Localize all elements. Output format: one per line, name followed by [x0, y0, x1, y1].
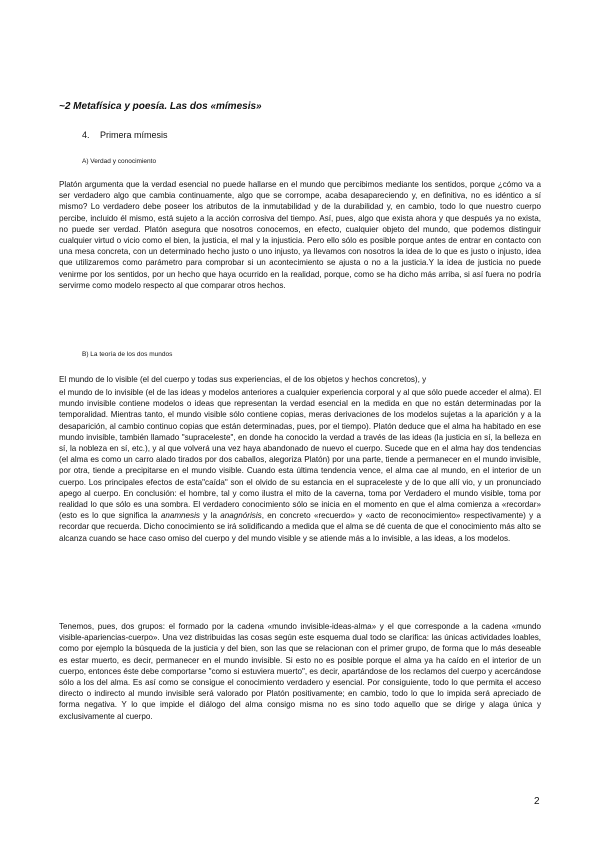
paragraph-two-groups: Tenemos, pues, dos grupos: el formado por la cadena «mundo invisible-ideas-alma» y el que corresponde a la cadena «mundo visible-apariencias-cuerpo». Una vez distribuidas las cosas según este esquema dual todo se clarifica: las únicas actividades loables, como por ejemplo la búsqueda de la justicia y del bien, son las que se relacionan con el primer grupo, de forma que lo más deseable es estar muerto, es decir, permanecer en el mundo invisible. Si esto no es posible porque el alma ya ha caído en el interior de un cuerpo, entonces éste debe comportarse "como si estuviera muerto", es decir, apartándose de los reclamos del cuerpo y acercándose sólo a los del alma. Es así como se consigue el conocimiento verdadero y esencial. Por consiguiente, todo lo que permita el acceso directo o indirecto al mundo invisible será valorado por Platón positivamente; en cambio, todo lo que lo impida será apreciado de forma negativa. Y lo que impide el diálogo del alma consigo misma no es sino todo aquello que se dirige y alaga única y exclusivamente al cuerpo.: [59, 622, 541, 721]
subsection-heading: [82, 130, 168, 140]
page-number: 2: [534, 796, 540, 807]
subsection-title: Primera mímesis: [100, 130, 168, 140]
term-anagnorisis: anagnórisis: [220, 511, 262, 521]
paragraph-invisible-world-end: , en concreto «recuerdo» y «acto de reconocimiento» respectivamente) y a recordar que recuerda. Dicho conocimiento se irá solidificando a medida que el alma se dé cuenta de que el conocimiento más alto se alcanza cuando se hace caso omiso del cuerpo y del mundo visible y se atiende más a lo invisible, a las ideas, a los modelos.: [59, 511, 541, 543]
subsection-number: 4.: [82, 130, 90, 140]
paragraph-invisible-world-text: el mundo de lo invisible (el de las ideas y modelos anteriores a cualquier experiencia corporal y al que sólo puede acceder el alma). El mundo invisible contiene modelos o ideas que representan la verdad esencial en la medida en que no están determinadas por la temporalidad. Mientras tanto, el mundo visible sólo contiene copias, meras derivaciones de los modelos sujetas a la aparición y a la desaparición, al cambio continuo copias que están determinadas, pues, por el tiempo). Platón deduce que el alma ha habitado en ese mundo invisible, también llamado "supraceleste", en donde ha conocido la verdad a través de las ideas (la justicia en sí, la belleza en sí, la nobleza en sí, etc.), y al que volverá una vez haya abandonado de nuevo el cuerpo. Sucede que en el alma hay dos tendencias (el alma es como un carro alado tirados por dos caballos, alegoriza Platón) por una parte, tiende a permanecer en el mundo invisible, por otra, tiende a precipitarse en el mundo visible. Cuando esta última tendencia vence, el alma cae al mundo, en el interior de un cuerpo. Los principales efectos de esta"caída" son el olvido de su estancia en el supraceleste y de lo que allí vio, y un pronunciado apego al cuerpo. En conclusión: el hombre, tal y como ilustra el mito de la caverna, toma por Verdadero el mundo visible, toma por realidad lo que sólo es una sombra. El verdadero conocimiento sólo se inicia en el momento en que el alma comienza a «recordar» (esto es lo que significa la: [59, 388, 541, 521]
subheading-truth-knowledge: A) Verdad y conocimiento: [82, 158, 157, 165]
paragraph-visible-world: El mundo de lo visible (el del cuerpo y todas sus experiencias, el de los objetos y hechos concretos), y: [59, 375, 427, 384]
conjunction: y la: [199, 511, 221, 521]
paragraph-invisible-world: [59, 387, 541, 544]
term-anamnesis: anamnesis: [160, 511, 200, 521]
section-title: ~2 Metafísica y poesía. Las dos «mímesis»: [59, 101, 262, 112]
paragraph-truth: Platón argumenta que la verdad esencial no puede hallarse en el mundo que percibimos mediante los sentidos, porque ¿cómo va a ser verdadero algo que cambia continuamente, algo que se corrompe, acaba desapareciendo y, en definitiva, no es idéntico a sí mismo? Lo verdadero debe poseer los atributos de la inmutabilidad y de la durabilidad y, en cambio, todo lo que nuestro cuerpo percibe, incluido él mismo, está sujeto a la acción corrosiva del tiempo. Así, pues, algo que exista ahora y que después ya no exista, no puede ser verdad. Platón asegura que nosotros conocemos, en efecto, cualquier objeto del mundo, que podemos distinguir cualquier virtud o vicio como el bien, la justicia, el mal y la injusticia. Pero ello sólo es posible porque antes de entrar en contacto con una mesa concreta, con un determinado hecho justo o uno injusto, ya llevamos con nosotros la idea de lo que es justo o injusto, idea que utilizaremos como parámetro para comprobar si un acontecimiento se ajusta o no a la justicia.Y la idea de justicia no puede venirme por los sentidos, por un hecho que haya ocurrido en la realidad, porque, como se ha dicho más arriba, si así fuera no podría servirme como modelo respecto al que comparar otros hechos.: [59, 180, 541, 290]
subheading-two-worlds: B) La teoría de los dos mundos: [82, 351, 173, 358]
